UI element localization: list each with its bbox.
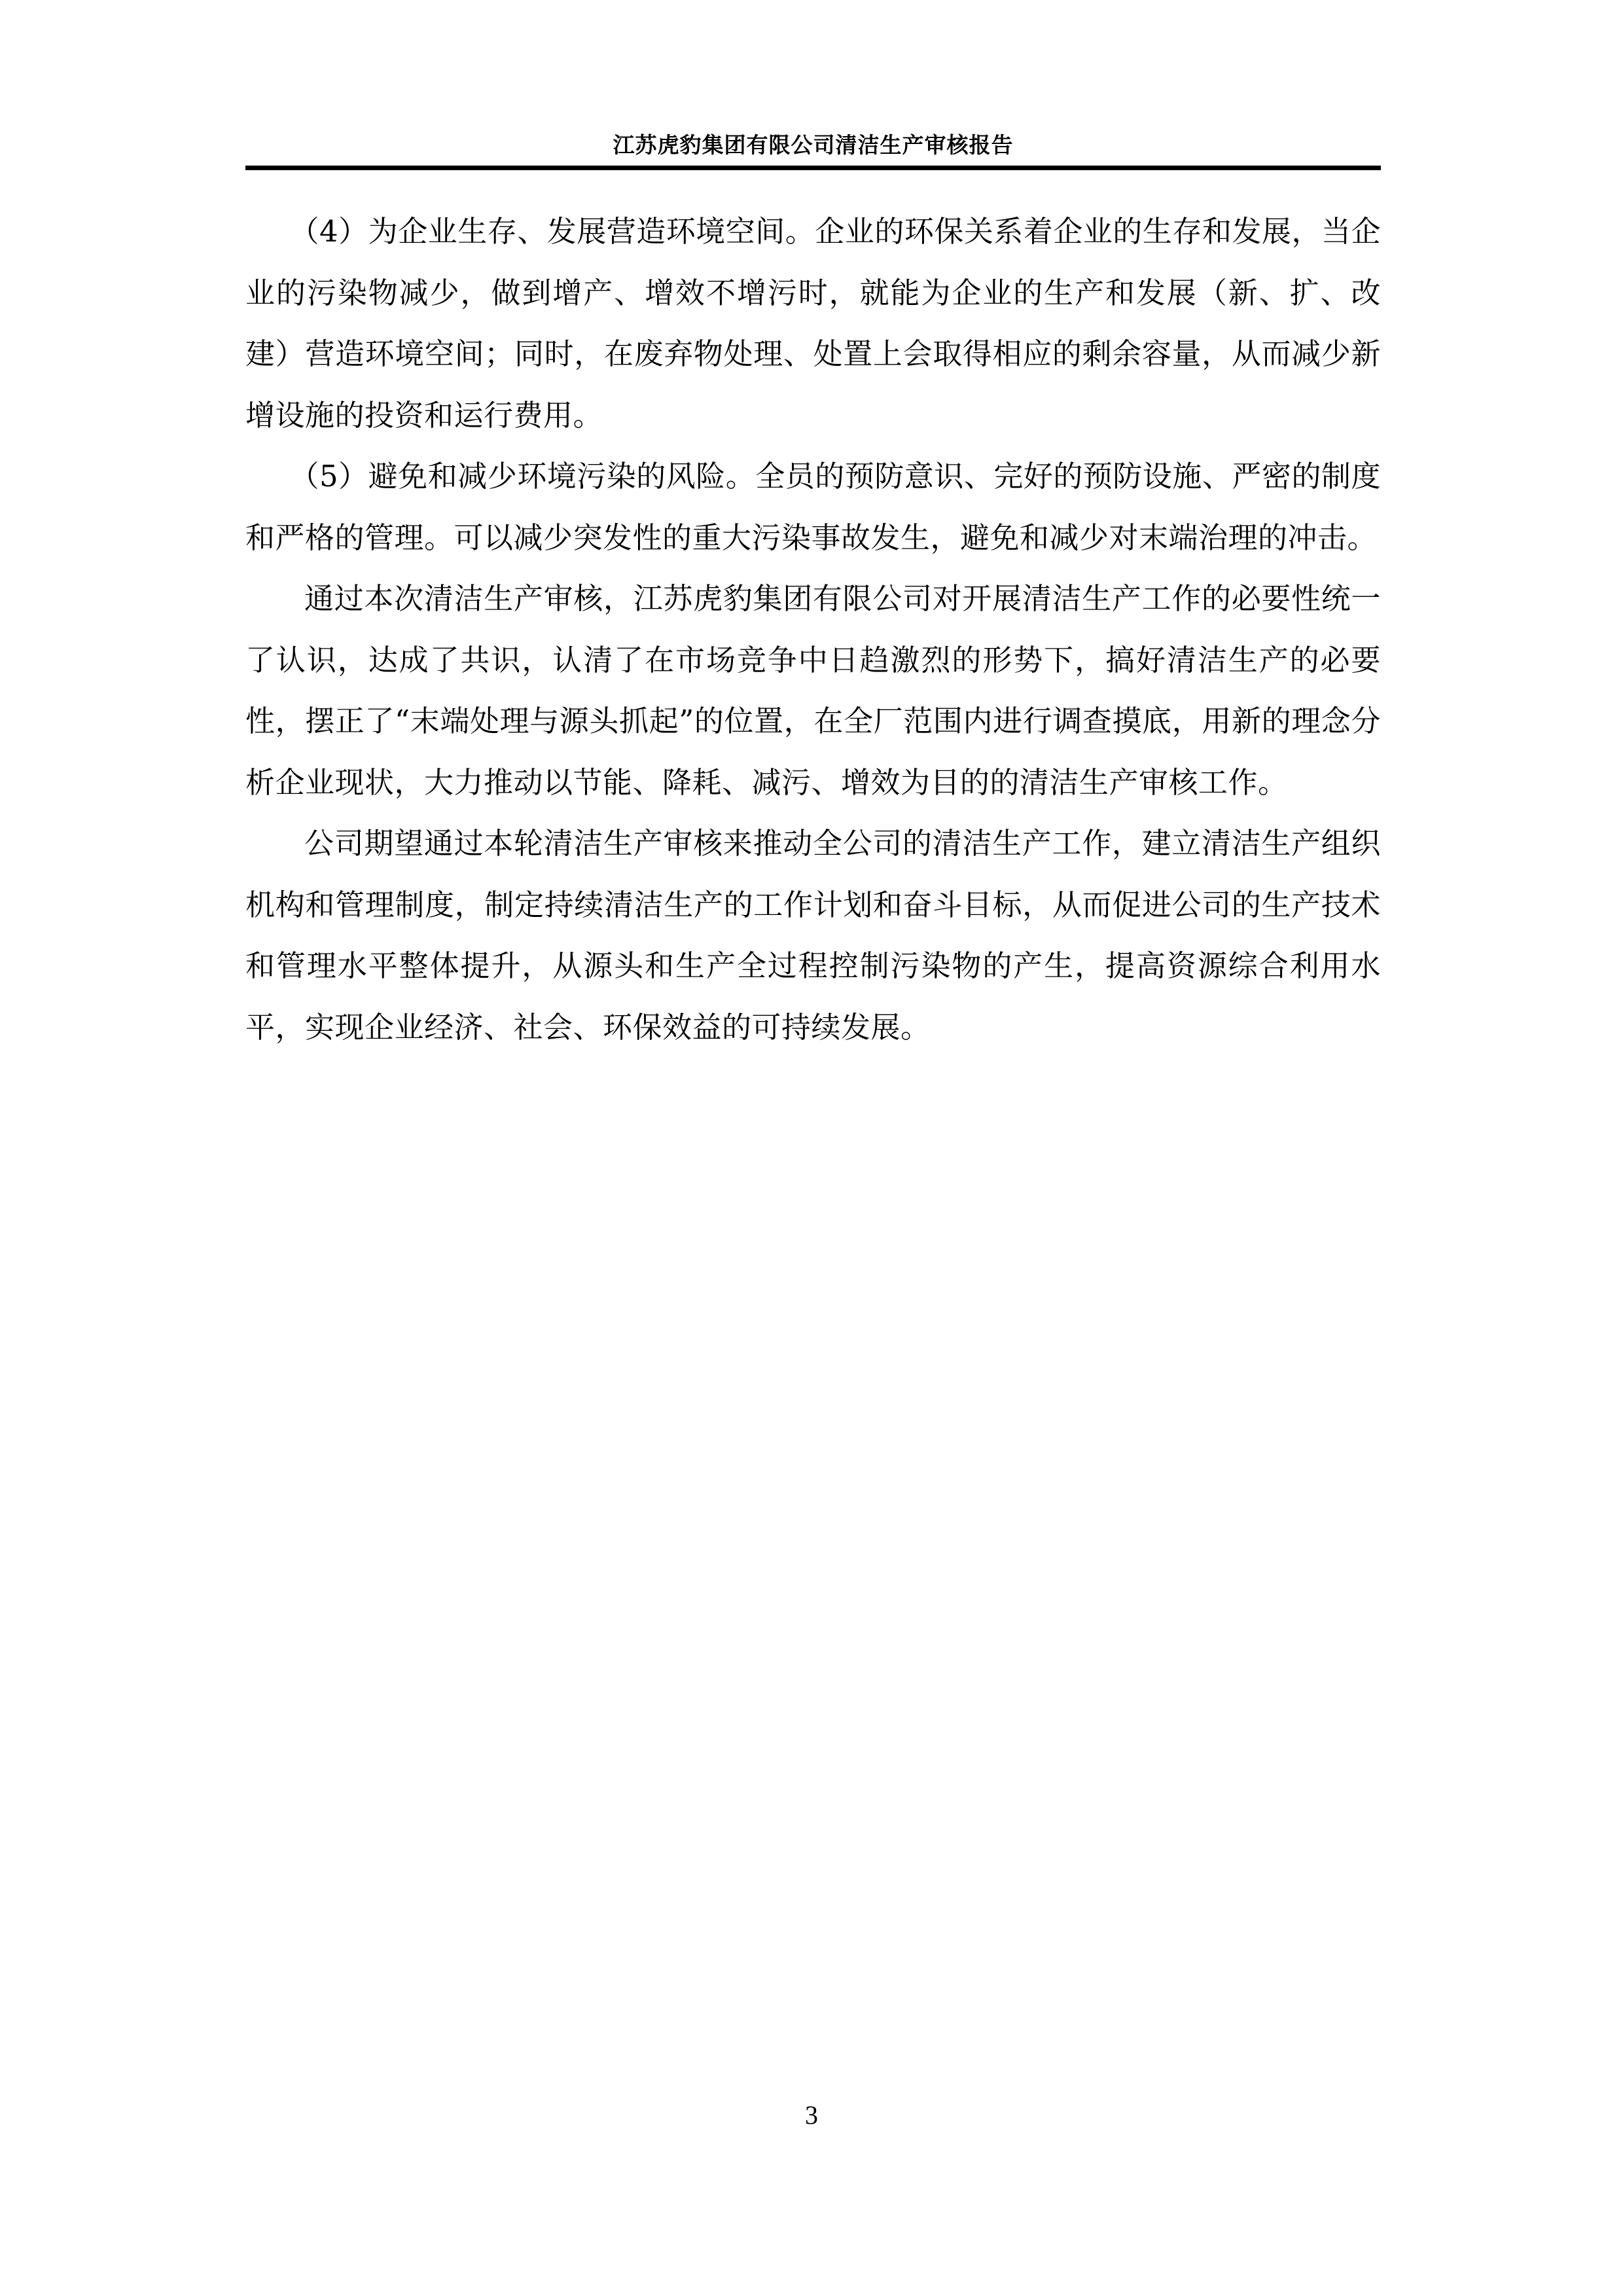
- paragraph-item-5: （5）避免和减少环境污染的风险。全员的预防意识、完好的预防设施、严密的制度和严格的管理。可以减少突发性的重大污染事故发生，避免和减少对末端治理的冲击。: [245, 459, 1381, 555]
- paragraph-audit-summary: 通过本次清洁生产审核，江苏虎豹集团有限公司对开展清洁生产工作的必要性统一了认识，达成了共识，认清了在市场竞争中日趋激烈的形势下，搞好清洁生产的必要性，摆正了“末端处理与源头抓起”的位置，在全厂范围内进行调查摸底，用新的理念分析企业现状，大力推动以节能、降耗、减污、增效为目的的清洁生产审核工作。: [245, 581, 1381, 800]
- header-divider: [245, 166, 1381, 170]
- paragraph-company-expectation: 公司期望通过本轮清洁生产审核来推动全公司的清洁生产工作，建立清洁生产组织机构和管理制度，制定持续清洁生产的工作计划和奋斗目标，从而促进公司的生产技术和管理水平整体提升，从源头和生产全过程控制污染物的产生，提高资源综合利用水平，实现企业经济、社会、环保效益的可持续发展。: [245, 826, 1381, 1045]
- report-body: [245, 201, 1381, 1058]
- page-number: 3: [805, 2100, 818, 2130]
- paragraph-item-4: （4）为企业生存、发展营造环境空间。企业的环保关系着企业的生存和发展，当企业的污染物减少，做到增产、增效不增污时，就能为企业的生产和发展（新、扩、改建）营造环境空间；同时，在废弃物处理、处置上会取得相应的剩余容量，从而减少新增设施的投资和运行费用。: [245, 214, 1381, 433]
- page-header-title: 江苏虎豹集团有限公司清洁生产审核报告: [613, 132, 1014, 158]
